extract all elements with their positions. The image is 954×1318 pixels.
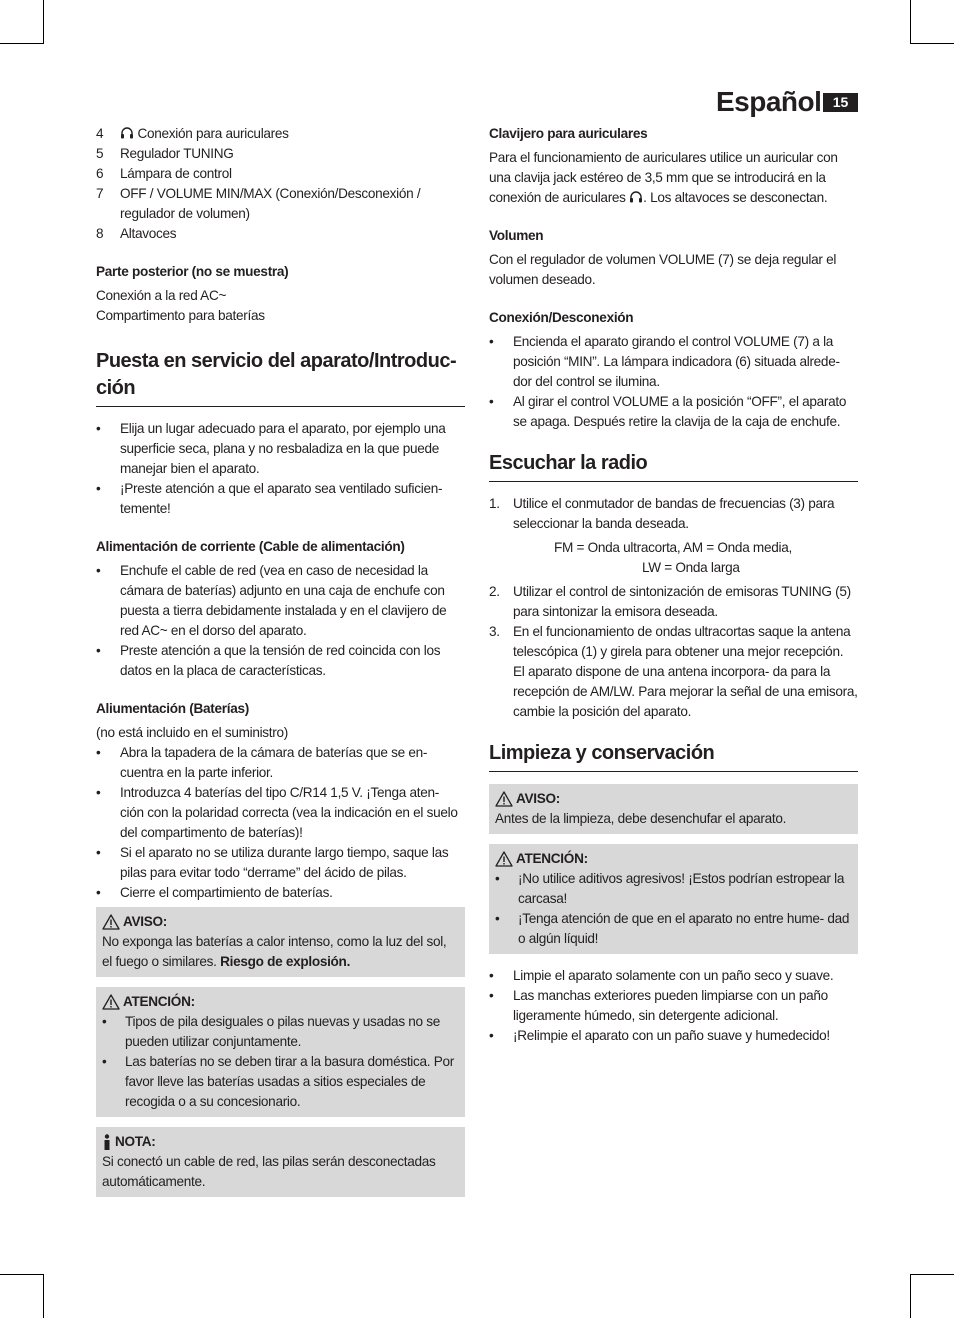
page-number: 15 xyxy=(823,93,858,112)
warning-triangle-icon xyxy=(102,994,120,1010)
list-item: 4 Conexión para auriculares xyxy=(96,126,289,141)
list-item: 2. Utilizar el control de sintonización de emisoras TUNING (5) para sintonizar la emisora deseada. xyxy=(489,584,851,619)
section-heading-cleaning: Limpieza y conservación xyxy=(489,740,858,772)
warning-title: AVISO: xyxy=(516,791,561,806)
onoff-bullets xyxy=(489,332,858,432)
parts-list xyxy=(96,124,465,244)
list-item: • Limpie el aparato solamente con un paño seco y suave. xyxy=(489,966,858,986)
attention-title: ATENCIÓN: xyxy=(123,994,195,1009)
list-item: • ¡Preste atención a que el aparato sea ventilado suficien- temente! xyxy=(96,479,465,519)
volume-text: Con el regulador de volumen VOLUME (7) se deja regular el volumen deseado. xyxy=(489,252,837,287)
list-item: • Si el aparato no se utiliza durante largo tiempo, saque las pilas para evitar todo “derrame” del ácido de pilas. xyxy=(96,843,465,883)
list-item: 5 Regulador TUNING xyxy=(96,146,234,161)
list-item: 1. Utilice el conmutador de bandas de frecuencias (3) para seleccionar la banda deseada. FM = Onda ultracorta, AM = Onda media, LW = Onda larga xyxy=(489,494,858,578)
crop-mark xyxy=(0,1274,44,1275)
headphones-icon xyxy=(629,191,643,203)
power-title: Alimentación de corriente (Cable de alimentación) xyxy=(96,539,405,554)
info-icon xyxy=(102,1134,112,1151)
jack-title: Clavijero para auriculares xyxy=(489,126,648,141)
attention-box xyxy=(96,987,465,1117)
crop-mark xyxy=(43,0,44,44)
attention-bullets xyxy=(495,869,852,949)
list-item: • Abra la tapadera de la cámara de baterías que se en- cuentra en la parte inferior. xyxy=(96,743,465,783)
note-text: Si conectó un cable de red, las pilas serán desconectadas automáticamente. xyxy=(102,1154,436,1189)
warning-triangle-icon xyxy=(495,791,513,807)
power-bullets xyxy=(96,561,465,681)
list-item: • Introduzca 4 baterías del tipo C/R14 1,5 V. ¡Tenga aten- ción con la polaridad correcta (vea la indicación en el suelo del compartimento de baterías)! xyxy=(96,783,465,843)
list-item: • Cierre el compartimiento de baterías. xyxy=(96,883,465,903)
warning-text: Antes de la limpieza, debe desenchufar el aparato. xyxy=(495,811,787,826)
attention-bullets xyxy=(102,1012,459,1112)
list-item: • Encienda el aparato girando el control VOLUME (7) a la posición “MIN”. La lámpara indicadora (6) situada alrede- dor del control se ilumina. xyxy=(489,332,858,392)
note-title: NOTA: xyxy=(115,1134,156,1149)
cleaning-bullets xyxy=(489,966,858,1046)
warning-title: AVISO: xyxy=(123,914,168,929)
crop-mark xyxy=(910,1274,954,1275)
crop-mark xyxy=(0,43,44,44)
list-item: 6 Lámpara de control xyxy=(96,166,232,181)
list-item: 8 Altavoces xyxy=(96,226,177,241)
attention-box xyxy=(489,844,858,954)
crop-mark xyxy=(910,0,911,44)
list-item: • Tipos de pila desiguales o pilas nuevas y usadas no se pueden utilizar conjuntamente. xyxy=(102,1012,459,1052)
note-box xyxy=(96,1127,465,1197)
rear-line: Conexión a la red AC~ xyxy=(96,288,227,303)
section-heading-radio: Escuchar la radio xyxy=(489,450,858,482)
headphones-icon xyxy=(120,127,134,139)
warning-triangle-icon xyxy=(102,914,120,930)
list-item: • ¡Relimpie el aparato con un paño suave y humedecido! xyxy=(489,1026,858,1046)
list-item: • Preste atención a que la tensión de red coincida con los datos en la placa de características. xyxy=(96,641,465,681)
list-item: • Al girar el control VOLUME a la posición “OFF”, el aparato se apaga. Después retire la clavija de la caja de enchufe. xyxy=(489,392,858,432)
list-item: 3. En el funcionamiento de ondas ultracortas saque la antena telescópica (1) y girela para obtener una mejor recepción. El aparato dispone de una antena incorpora- da para la recepción de AM/LW. Para mejorar la señal de una emisora, cambie la posición del aparato. xyxy=(489,624,858,719)
rear-line: Compartimento para baterías xyxy=(96,308,265,323)
list-item: • Las baterías no se deben tirar a la basura doméstica. Por favor lleve las baterías usadas a sitios especiales de recogida o a su concesionario. xyxy=(102,1052,459,1112)
setup-bullets xyxy=(96,419,465,519)
warning-box xyxy=(489,784,858,834)
attention-title: ATENCIÓN: xyxy=(516,851,588,866)
rear-title: Parte posterior (no se muestra) xyxy=(96,264,289,279)
left-column xyxy=(96,124,465,1197)
battery-bullets xyxy=(96,743,465,903)
section-heading-setup: Puesta en servicio del aparato/Introduc- ción xyxy=(96,348,465,407)
list-item: • Las manchas exteriores pueden limpiarse con un paño ligeramente húmedo, sin detergente adicional. xyxy=(489,986,858,1026)
crop-mark xyxy=(910,43,954,44)
list-item: • ¡Tenga atención de que en el aparato no entre hume- dad o algún líquid! xyxy=(495,909,852,949)
crop-mark xyxy=(43,1274,44,1318)
list-item: • Elija un lugar adecuado para el aparato, por ejemplo una superficie seca, plana y no resbaladiza en la que puede manejar bien el aparato. xyxy=(96,419,465,479)
radio-steps xyxy=(489,494,858,722)
warning-text: No exponga las baterías a calor intenso, como la luz del sol, el fuego o similares. Riesgo de explosión. xyxy=(102,934,447,969)
bands-info: FM = Onda ultracorta, AM = Onda media, LW = Onda larga xyxy=(554,540,792,575)
battery-title: Aliumentación (Baterías) xyxy=(96,701,249,716)
jack-text: Para el funcionamiento de auriculares utilice un auricular con una clavija jack estéreo de 3,5 mm que se introducirá en la conexión de auriculares . Los altavoces se desconectan. xyxy=(489,150,838,205)
page-title: Español xyxy=(716,86,822,117)
volume-title: Volumen xyxy=(489,228,544,243)
list-item: 7 OFF / VOLUME MIN/MAX (Conexión/Desconexión / regulador de volumen) xyxy=(96,186,421,221)
crop-mark xyxy=(910,1274,911,1318)
onoff-title: Conexión/Desconexión xyxy=(489,310,634,325)
right-column xyxy=(489,124,858,1046)
warning-box xyxy=(96,907,465,977)
list-item: • ¡No utilice aditivos agresivos! ¡Estos podrían estropear la carcasa! xyxy=(495,869,852,909)
warning-triangle-icon xyxy=(495,851,513,867)
list-item: • Enchufe el cable de red (vea en caso de necesidad la cámara de baterías) adjunto en una caja de enchufe con puesta a tierra debidamente instalada y en el clavijero de red AC~ en el dorso del aparato. xyxy=(96,561,465,641)
battery-note: (no está incluido en el suministro) xyxy=(96,725,288,740)
